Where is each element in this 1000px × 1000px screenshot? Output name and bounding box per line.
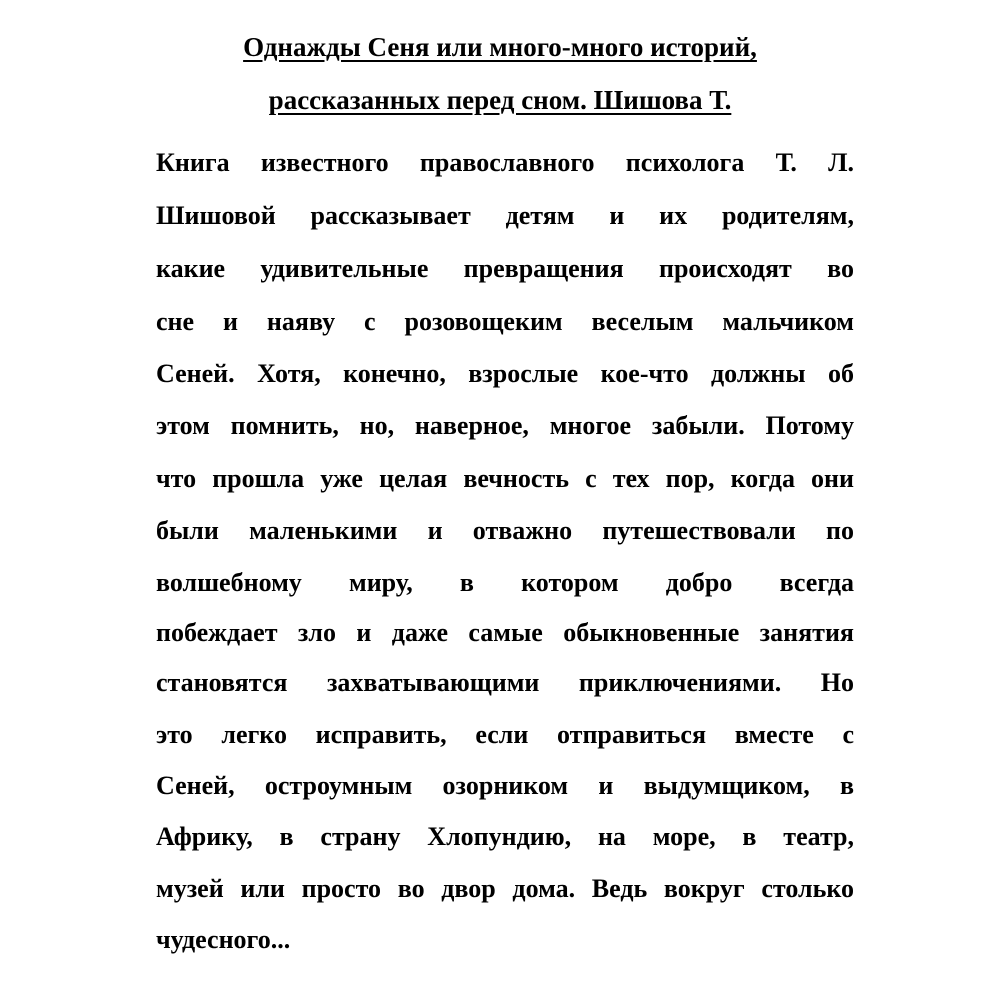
body-line-11: становятся захватывающими приключениями. Но <box>156 668 854 697</box>
body-line-2: Шишовой рассказывает детям и их родителям, <box>156 201 854 230</box>
body-line-15: музей или просто во двор дома. Ведь вокруг столько <box>156 874 854 903</box>
body-line-13: Сеней, остроумным озорником и выдумщиком, в <box>156 771 854 800</box>
body-line-7: что прошла уже целая вечность с тех пор, когда они <box>156 464 854 493</box>
body-line-10: побеждает зло и даже самые обыкновенные занятия <box>156 618 854 647</box>
title-line-2: рассказанных перед сном. Шишова Т. <box>268 85 732 115</box>
title-line-1: Однажды Сеня или много-много историй, <box>243 32 757 62</box>
body-line-14: Африку, в страну Хлопундию, на море, в театр, <box>156 822 854 851</box>
body-line-6: этом помнить, но, наверное, многое забыли. Потому <box>156 411 854 440</box>
body-line-12: это легко исправить, если отправиться вместе с <box>156 720 854 749</box>
body-line-8: были маленькими и отважно путешествовали по <box>156 516 854 545</box>
body-line-9: волшебному миру, в котором добро всегда <box>156 568 854 597</box>
body-line-5: Сеней. Хотя, конечно, взрослые кое-что должны об <box>156 359 854 388</box>
body-line-4: сне и наяву с розовощеким веселым мальчиком <box>156 307 854 336</box>
body-line-3: какие удивительные превращения происходят во <box>156 254 854 283</box>
body-line-1: Книга известного православного психолога Т. Л. <box>156 148 854 177</box>
body-line-16: чудесного... <box>156 925 291 954</box>
